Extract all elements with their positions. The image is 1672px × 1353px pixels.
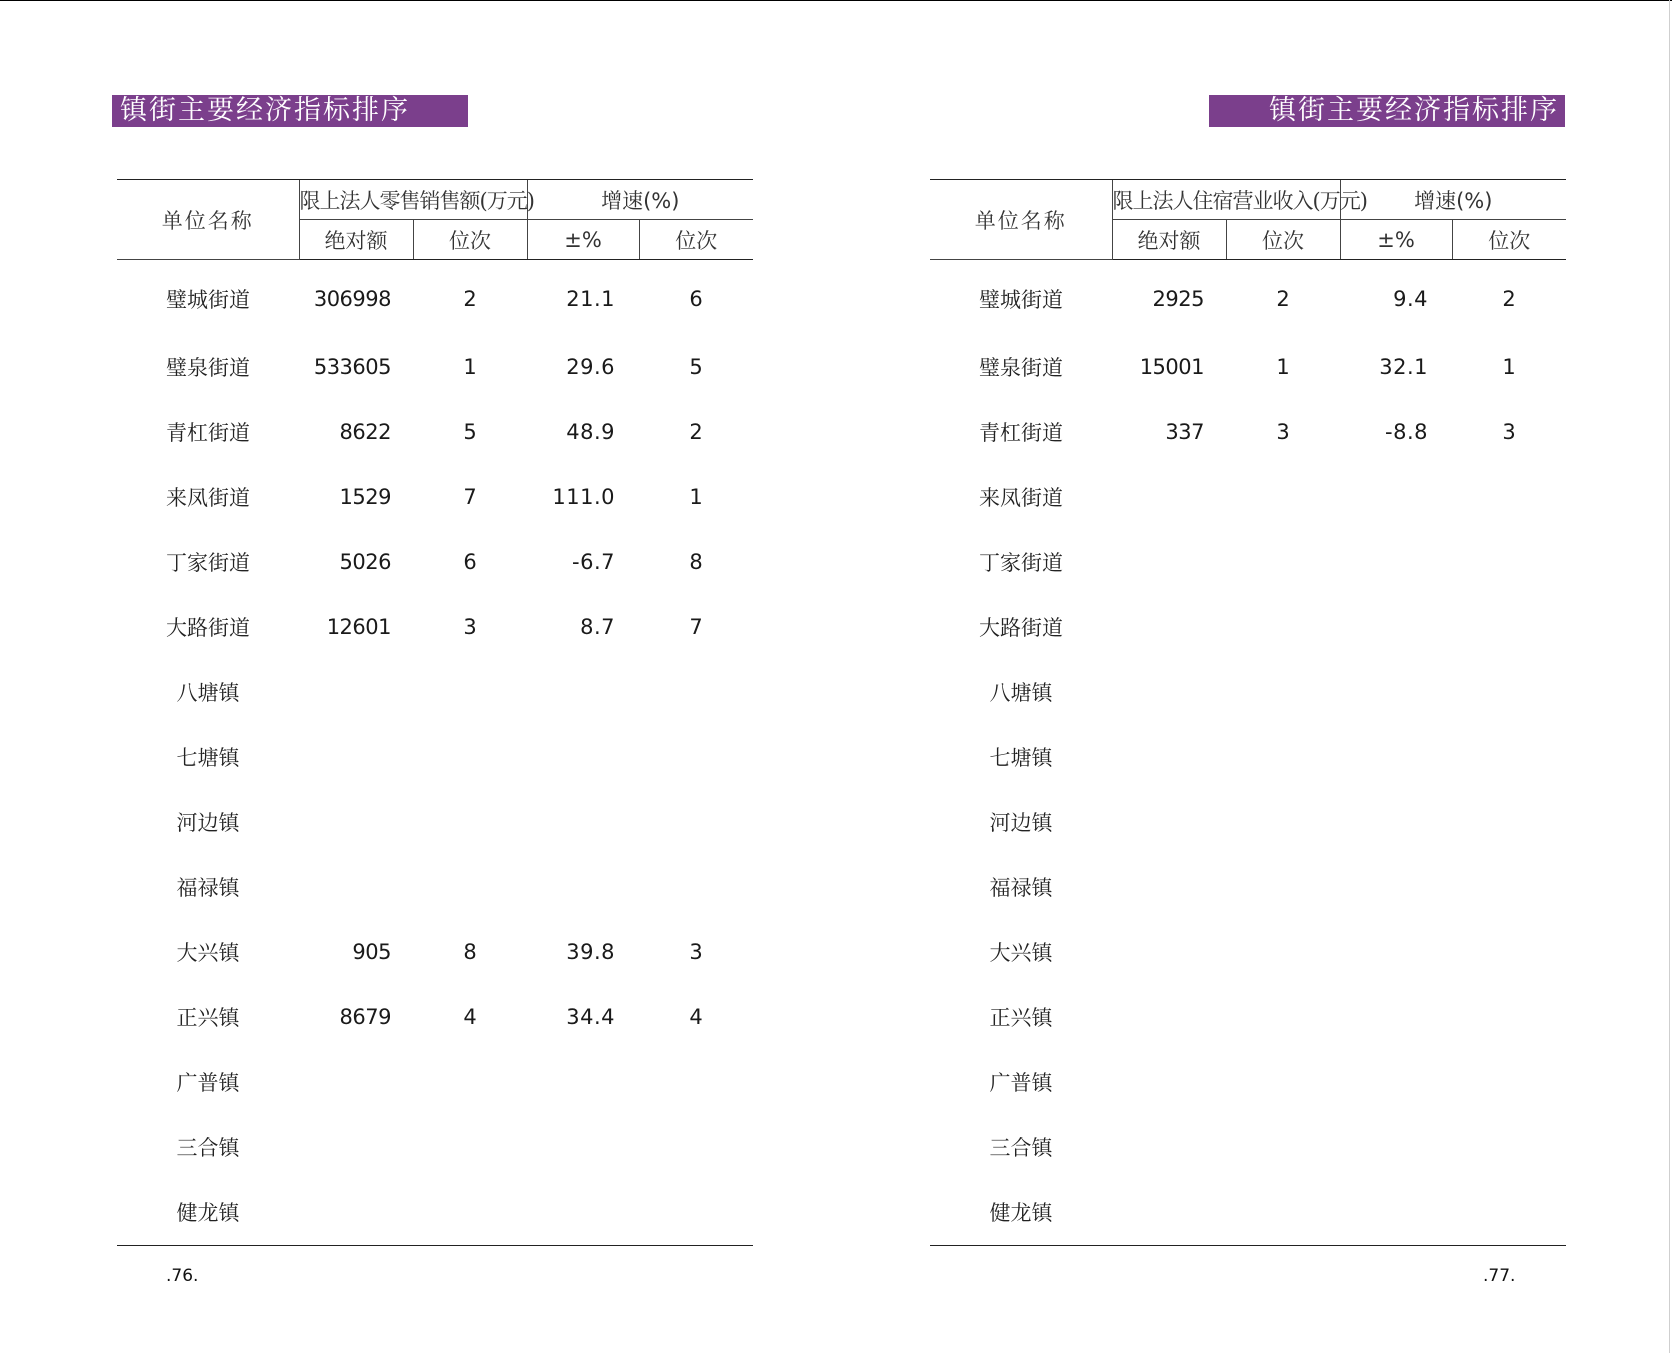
unit-name-cell: 河边镇 xyxy=(176,810,240,835)
growth-rank-cell xyxy=(639,1179,753,1246)
unit-name-cell: 正兴镇 xyxy=(989,1005,1053,1030)
growth-rank-cell: 4 xyxy=(689,1004,703,1029)
absolute-value-cell: 533605 xyxy=(313,354,391,379)
growth-percent-cell: 39.8 xyxy=(566,939,616,964)
unit-name-cell: 健龙镇 xyxy=(117,1179,299,1246)
table-row xyxy=(117,659,753,724)
absolute-value-cell: 1529 xyxy=(339,484,391,509)
unit-name-cell: 丁家街道 xyxy=(166,550,250,575)
unit-name-cell: 璧泉街道 xyxy=(979,355,1063,380)
rank-cell xyxy=(413,724,527,789)
growth-percent-cell xyxy=(527,1049,639,1114)
unit-name-cell: 青杠街道 xyxy=(166,420,250,445)
rank-header: 位次 xyxy=(1226,220,1340,260)
section-title-banner: 镇街主要经济指标排序 xyxy=(1209,95,1565,127)
growth-rank-cell xyxy=(639,1114,753,1179)
table-row xyxy=(930,854,1566,919)
unit-name-cell: 福禄镇 xyxy=(989,875,1053,900)
rank-cell xyxy=(413,1179,527,1246)
unit-name-header: 单位名称 xyxy=(930,180,1112,260)
growth-rank-cell xyxy=(639,854,753,919)
table-row xyxy=(117,1049,753,1114)
rank-cell: 2 xyxy=(1276,286,1290,311)
rank-cell: 1 xyxy=(463,354,477,379)
growth-rank-cell xyxy=(1452,854,1566,919)
rank-cell xyxy=(1226,1114,1340,1179)
absolute-value-cell xyxy=(299,659,413,724)
growth-percent-cell: 29.6 xyxy=(566,354,616,379)
absolute-value-cell xyxy=(1112,1049,1226,1114)
rank-cell xyxy=(1226,919,1340,984)
growth-rank-cell: 6 xyxy=(689,286,703,311)
rank-cell xyxy=(1226,659,1340,724)
growth-percent-cell xyxy=(1340,594,1452,659)
rank-cell: 1 xyxy=(1276,354,1290,379)
metric-header: 限上法人住宿营业收入(万元) xyxy=(1112,180,1340,220)
absolute-value-cell xyxy=(1112,1114,1226,1179)
accommodation-revenue-ranking-table xyxy=(930,179,1566,1246)
growth-percent-cell: 34.4 xyxy=(566,1004,616,1029)
growth-rank-cell xyxy=(1452,1114,1566,1179)
table-row xyxy=(930,1179,1566,1246)
table-row xyxy=(930,334,1566,399)
table-row xyxy=(117,854,753,919)
growth-rank-cell xyxy=(1452,919,1566,984)
rank-cell: 4 xyxy=(463,1004,477,1029)
table-body xyxy=(930,260,1566,1246)
growth-percent-cell: 9.4 xyxy=(1393,286,1429,311)
rank-cell xyxy=(413,1114,527,1179)
growth-rank-cell xyxy=(639,724,753,789)
growth-percent-cell xyxy=(1340,789,1452,854)
growth-percent-cell xyxy=(1340,984,1452,1049)
growth-rank-cell: 1 xyxy=(689,484,703,509)
table-row xyxy=(930,1049,1566,1114)
table-row xyxy=(117,334,753,399)
table-row xyxy=(930,464,1566,529)
growth-percent-cell xyxy=(1340,529,1452,594)
metric-header: 限上法人零售销售额(万元) xyxy=(299,180,527,220)
table-row xyxy=(117,464,753,529)
unit-name-cell: 来凤街道 xyxy=(979,485,1063,510)
absolute-value-cell xyxy=(1112,1179,1226,1246)
growth-rank-cell: 1 xyxy=(1502,354,1516,379)
rank-cell xyxy=(413,854,527,919)
table-row xyxy=(117,594,753,659)
growth-rank-cell: 3 xyxy=(689,939,703,964)
unit-name-cell: 大路街道 xyxy=(166,615,250,640)
growth-percent-cell xyxy=(527,854,639,919)
growth-rank-cell xyxy=(1452,789,1566,854)
unit-name-cell: 七塘镇 xyxy=(176,745,240,770)
growth-percent-cell xyxy=(527,724,639,789)
table-row xyxy=(930,399,1566,464)
page-number: .76. xyxy=(166,1266,199,1286)
absolute-value-cell xyxy=(1112,789,1226,854)
unit-name-cell: 八塘镇 xyxy=(989,680,1053,705)
absolute-value-cell: 306998 xyxy=(313,286,391,311)
table-row xyxy=(930,789,1566,854)
rank-cell: 2 xyxy=(463,286,477,311)
absolute-value-cell xyxy=(1112,659,1226,724)
unit-name-header: 单位名称 xyxy=(117,180,299,260)
rank-cell xyxy=(1226,724,1340,789)
rank-cell: 3 xyxy=(463,614,477,639)
absolute-header: 绝对额 xyxy=(1112,220,1226,260)
growth-percent-cell xyxy=(1340,1114,1452,1179)
growth-percent-cell: 21.1 xyxy=(566,286,616,311)
unit-name-cell: 璧泉街道 xyxy=(166,355,250,380)
absolute-value-cell xyxy=(299,724,413,789)
growth-rank-cell: 5 xyxy=(689,354,703,379)
rank-cell xyxy=(1226,789,1340,854)
absolute-value-cell xyxy=(299,1049,413,1114)
change-header: ±% xyxy=(527,220,639,260)
unit-name-cell: 三合镇 xyxy=(176,1135,240,1160)
growth-percent-cell: 8.7 xyxy=(580,614,616,639)
growth-rank-cell xyxy=(1452,1049,1566,1114)
growth-header: 增速(%) xyxy=(527,180,753,220)
table-row xyxy=(117,529,753,594)
table-row xyxy=(117,260,753,335)
rank-cell xyxy=(413,659,527,724)
rank-cell xyxy=(1226,1049,1340,1114)
table-row xyxy=(117,724,753,789)
unit-name-cell: 七塘镇 xyxy=(989,745,1053,770)
table-row xyxy=(117,1114,753,1179)
table-row xyxy=(930,659,1566,724)
absolute-value-cell: 12601 xyxy=(326,614,391,639)
rank-header: 位次 xyxy=(413,220,527,260)
absolute-value-cell xyxy=(1112,984,1226,1049)
table-row xyxy=(117,789,753,854)
unit-name-cell: 正兴镇 xyxy=(176,1005,240,1030)
rank-cell xyxy=(1226,464,1340,529)
unit-name-cell: 广普镇 xyxy=(176,1070,240,1095)
rank-cell xyxy=(1226,984,1340,1049)
table-row xyxy=(117,1179,753,1246)
rank-cell xyxy=(1226,594,1340,659)
growth-rank-cell xyxy=(1452,464,1566,529)
unit-name-cell: 青杠街道 xyxy=(979,420,1063,445)
growth-rank-cell: 3 xyxy=(1502,419,1516,444)
growth-rank-header: 位次 xyxy=(1452,220,1566,260)
absolute-header: 绝对额 xyxy=(299,220,413,260)
growth-percent-cell xyxy=(1340,1179,1452,1246)
table-row xyxy=(930,919,1566,984)
growth-rank-cell xyxy=(1452,594,1566,659)
unit-name-cell: 河边镇 xyxy=(989,810,1053,835)
growth-percent-cell xyxy=(1340,854,1452,919)
table-row xyxy=(117,919,753,984)
absolute-value-cell: 5026 xyxy=(339,549,391,574)
growth-rank-cell: 8 xyxy=(689,549,703,574)
rank-cell: 7 xyxy=(463,484,477,509)
growth-rank-cell: 7 xyxy=(689,614,703,639)
section-title-banner: 镇街主要经济指标排序 xyxy=(112,95,468,127)
unit-name-cell: 璧城街道 xyxy=(979,287,1063,312)
growth-percent-cell: 48.9 xyxy=(566,419,616,444)
right-page xyxy=(836,0,1672,1353)
table-row xyxy=(930,1114,1566,1179)
growth-percent-cell: 32.1 xyxy=(1379,354,1429,379)
growth-percent-cell xyxy=(527,659,639,724)
absolute-value-cell xyxy=(1112,464,1226,529)
growth-rank-cell xyxy=(639,1049,753,1114)
table-row xyxy=(930,984,1566,1049)
growth-percent-cell xyxy=(1340,919,1452,984)
absolute-value-cell xyxy=(299,1179,413,1246)
absolute-value-cell: 15001 xyxy=(1139,354,1204,379)
unit-name-cell: 大兴镇 xyxy=(176,940,240,965)
unit-name-cell: 健龙镇 xyxy=(930,1179,1112,1246)
absolute-value-cell: 337 xyxy=(1165,419,1204,444)
growth-percent-cell xyxy=(1340,724,1452,789)
table-row xyxy=(930,260,1566,335)
growth-rank-cell: 2 xyxy=(689,419,703,444)
growth-rank-cell xyxy=(1452,659,1566,724)
growth-percent-cell xyxy=(1340,464,1452,529)
unit-name-cell: 丁家街道 xyxy=(979,550,1063,575)
rank-cell: 8 xyxy=(463,939,477,964)
absolute-value-cell xyxy=(299,789,413,854)
absolute-value-cell xyxy=(299,854,413,919)
growth-rank-cell xyxy=(1452,984,1566,1049)
absolute-value-cell xyxy=(1112,854,1226,919)
rank-cell xyxy=(413,1049,527,1114)
table-row xyxy=(117,984,753,1049)
growth-rank-cell xyxy=(1452,724,1566,789)
growth-percent-cell: -6.7 xyxy=(572,549,616,574)
table-body xyxy=(117,260,753,1246)
rank-cell: 6 xyxy=(463,549,477,574)
absolute-value-cell xyxy=(1112,724,1226,789)
rank-cell xyxy=(1226,854,1340,919)
table-row xyxy=(930,529,1566,594)
absolute-value-cell: 2925 xyxy=(1152,286,1204,311)
unit-name-cell: 来凤街道 xyxy=(166,485,250,510)
growth-rank-cell xyxy=(1452,1179,1566,1246)
rank-cell xyxy=(1226,1179,1340,1246)
absolute-value-cell: 8622 xyxy=(339,419,391,444)
rank-cell: 5 xyxy=(463,419,477,444)
rank-cell xyxy=(1226,529,1340,594)
growth-rank-cell xyxy=(639,789,753,854)
table-row xyxy=(117,399,753,464)
retail-sales-ranking-table xyxy=(117,179,753,1246)
unit-name-cell: 福禄镇 xyxy=(176,875,240,900)
absolute-value-cell xyxy=(299,1114,413,1179)
growth-percent-cell xyxy=(1340,659,1452,724)
page-number: .77. xyxy=(1483,1266,1516,1286)
unit-name-cell: 广普镇 xyxy=(989,1070,1053,1095)
growth-percent-cell: -8.8 xyxy=(1385,419,1429,444)
growth-percent-cell: 111.0 xyxy=(552,484,616,509)
growth-rank-cell: 2 xyxy=(1502,286,1516,311)
absolute-value-cell: 8679 xyxy=(339,1004,391,1029)
table-row xyxy=(930,594,1566,659)
growth-percent-cell xyxy=(527,1179,639,1246)
table-row xyxy=(930,724,1566,789)
unit-name-cell: 三合镇 xyxy=(989,1135,1053,1160)
unit-name-cell: 八塘镇 xyxy=(176,680,240,705)
absolute-value-cell: 905 xyxy=(352,939,391,964)
rank-cell xyxy=(413,789,527,854)
growth-rank-cell xyxy=(1452,529,1566,594)
absolute-value-cell xyxy=(1112,919,1226,984)
growth-rank-header: 位次 xyxy=(639,220,753,260)
growth-percent-cell xyxy=(527,1114,639,1179)
unit-name-cell: 璧城街道 xyxy=(166,287,250,312)
growth-percent-cell xyxy=(527,789,639,854)
change-header: ±% xyxy=(1340,220,1452,260)
growth-percent-cell xyxy=(1340,1049,1452,1114)
unit-name-cell: 大路街道 xyxy=(979,615,1063,640)
absolute-value-cell xyxy=(1112,529,1226,594)
growth-rank-cell xyxy=(639,659,753,724)
growth-header: 增速(%) xyxy=(1340,180,1566,220)
absolute-value-cell xyxy=(1112,594,1226,659)
rank-cell: 3 xyxy=(1276,419,1290,444)
unit-name-cell: 大兴镇 xyxy=(989,940,1053,965)
